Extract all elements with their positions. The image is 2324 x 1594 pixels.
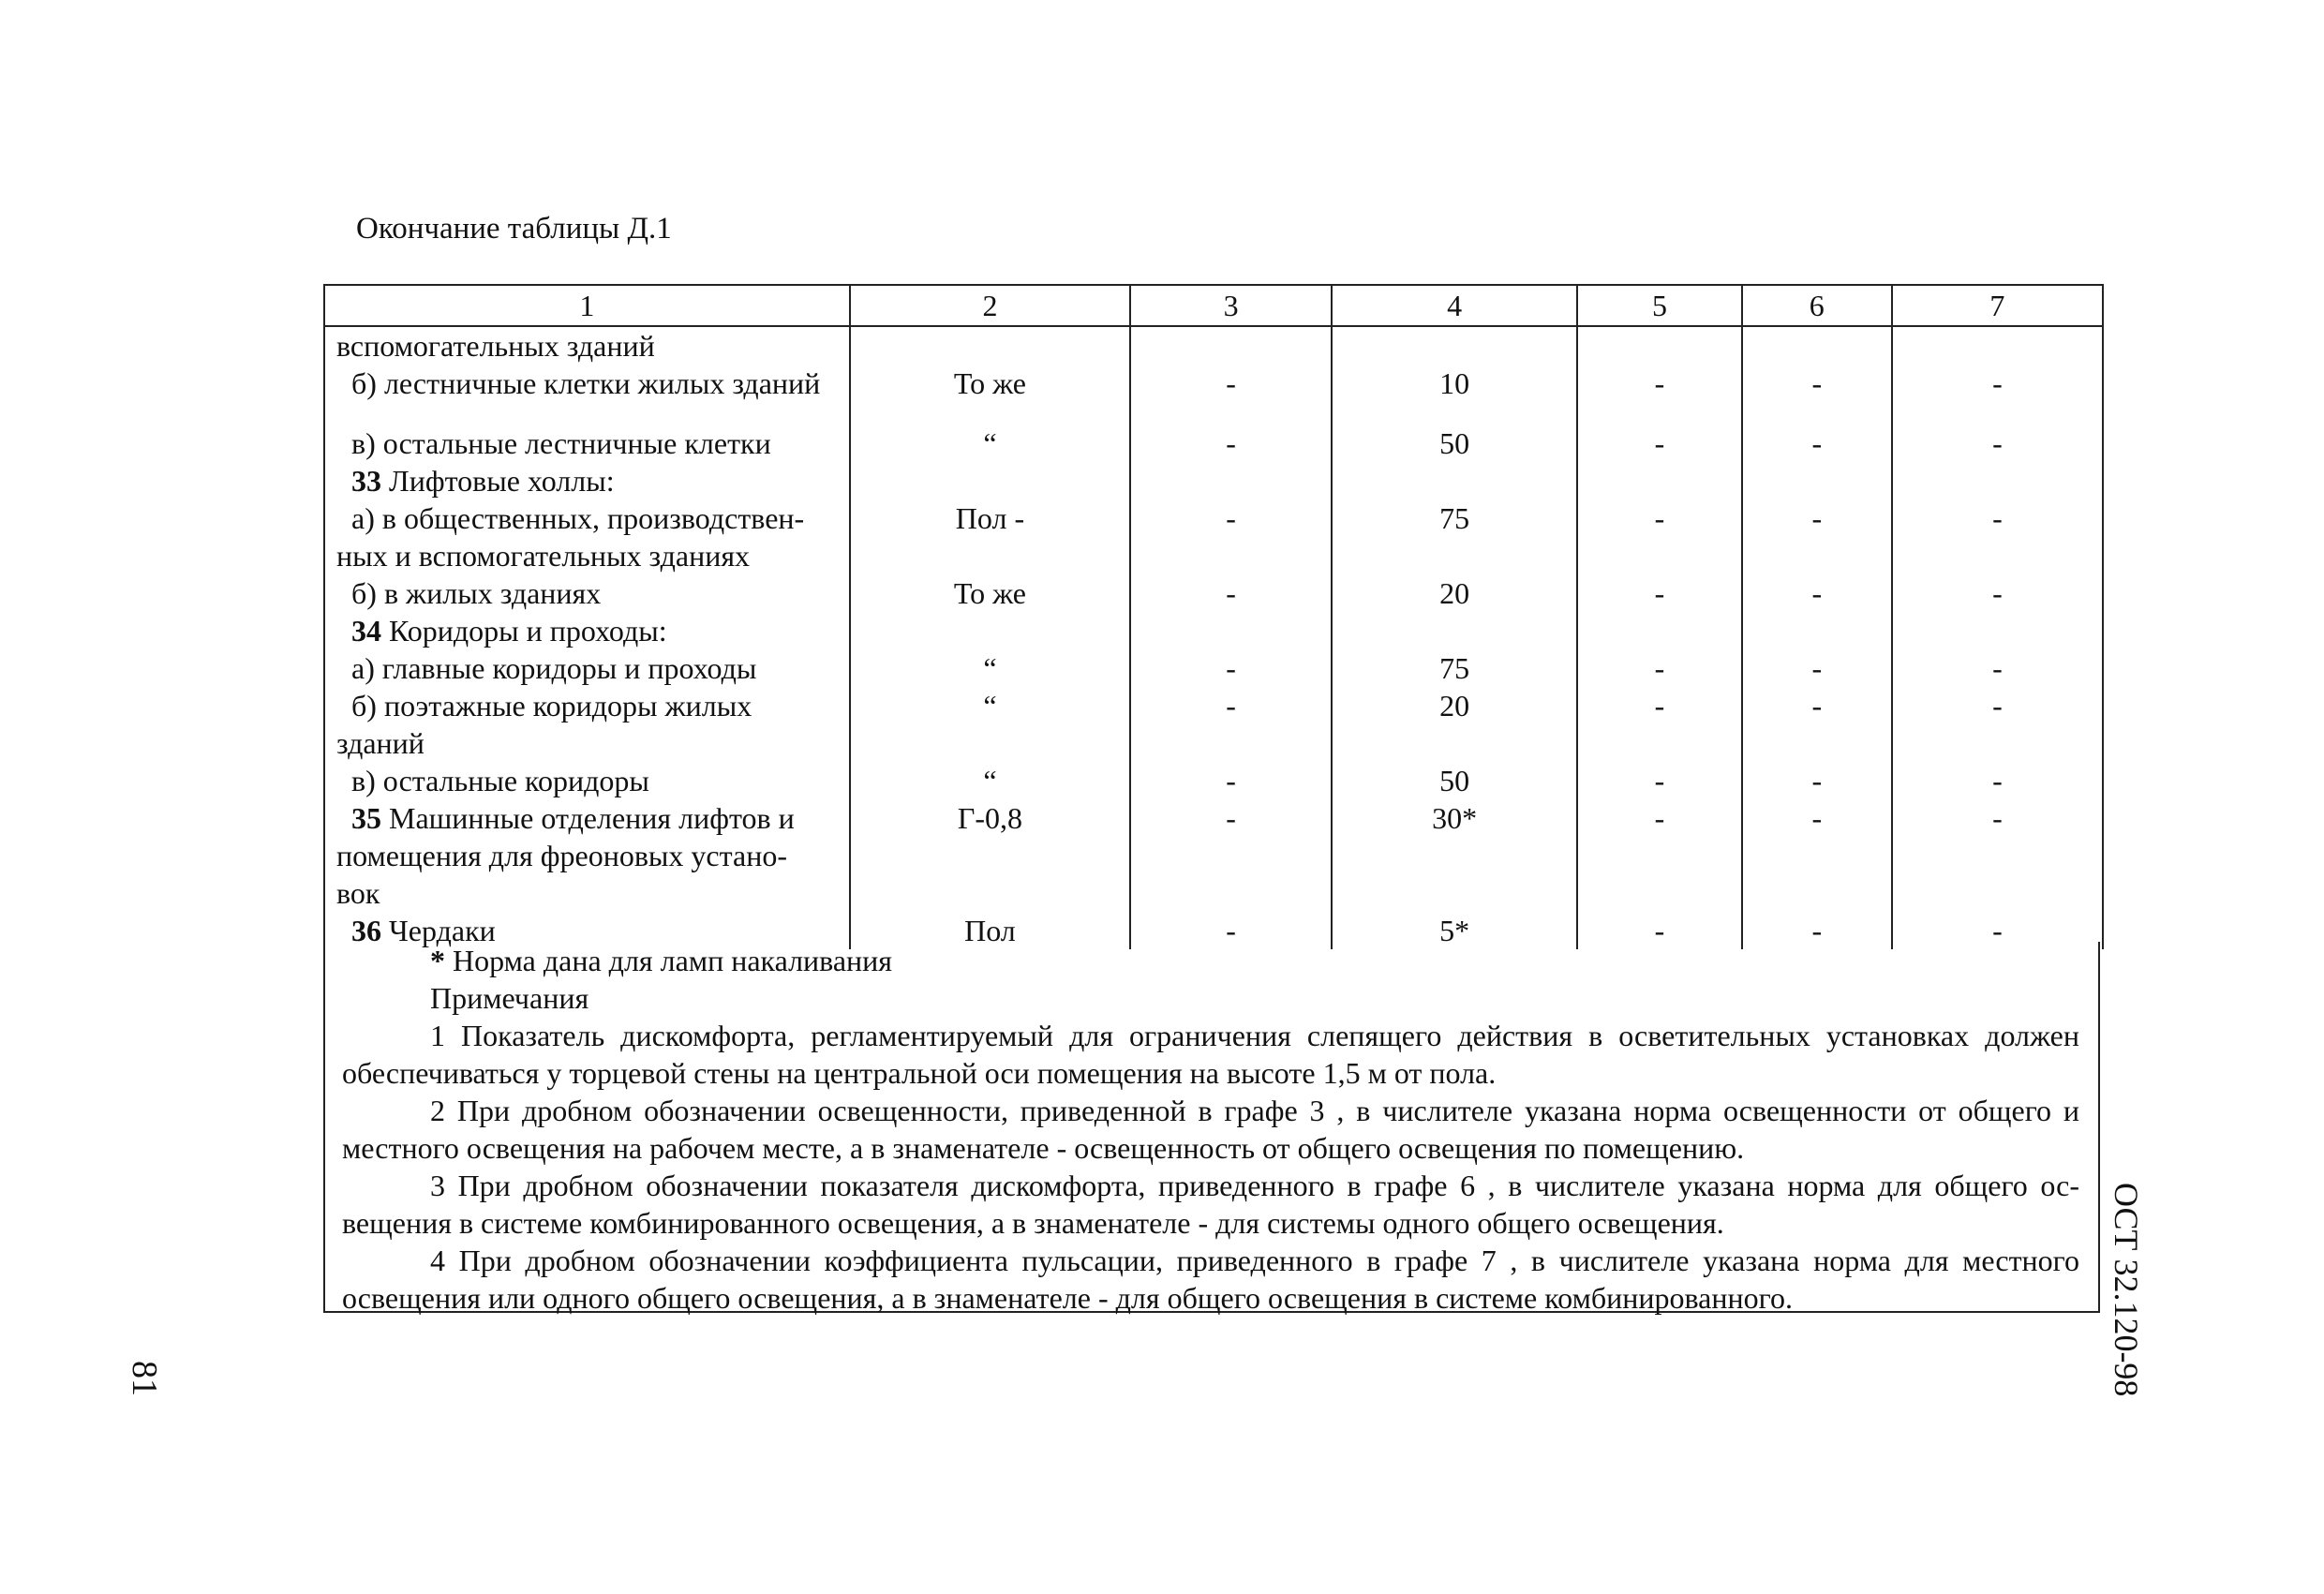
table-cell: - xyxy=(1577,402,1742,462)
table-cell: То же xyxy=(850,365,1130,402)
table-row xyxy=(324,574,2103,612)
row-name: б) в жилых зданиях xyxy=(351,576,602,610)
table-cell: 20 xyxy=(1332,687,1577,762)
page-number: 81 xyxy=(125,1361,164,1396)
table-cell: “ xyxy=(850,687,1130,762)
table-cell: 50 xyxy=(1332,762,1577,799)
table-cell xyxy=(1332,462,1577,499)
row-name: б) лестничные клетки жилых зданий xyxy=(351,366,821,400)
table-cell xyxy=(1332,326,1577,365)
table-cell: - xyxy=(1892,649,2103,687)
note-item: 4 При дробном обозначении коэффициента пульсации, приведенного в графе 7 , в числителе указана норма для местного освещения или одного общего освещения, а в знаменателе - для общего освещения в системе комбинированного. xyxy=(342,1244,2079,1315)
table-cell: - xyxy=(1892,762,2103,799)
table-cell xyxy=(1577,612,1742,649)
row-name: в) остальные коридоры xyxy=(351,764,649,797)
row-name: Чердаки xyxy=(389,914,496,947)
table-cell: - xyxy=(1577,762,1742,799)
table-cell: Г-0,8 xyxy=(850,799,1130,912)
table-cell: - xyxy=(1130,365,1332,402)
note-item: 3 При дробном обозначении показателя дискомфорта, приведенного в графе 6 , в числителе указана норма для общего ос-вещения в системе комбинированного освещения, а в знаменателе - для системы одного общего освещения. xyxy=(342,1169,2079,1240)
notes-heading: Примечания xyxy=(430,981,589,1015)
row-name-cell xyxy=(324,365,850,402)
table-cell xyxy=(850,612,1130,649)
column-header: 3 xyxy=(1130,285,1332,326)
row-name-continuation: вок xyxy=(336,876,380,910)
table-cell: - xyxy=(1742,687,1892,762)
table-cell xyxy=(1130,462,1332,499)
table-cell: - xyxy=(1130,402,1332,462)
table-row xyxy=(324,402,2103,462)
row-name-cell xyxy=(324,326,850,365)
row-name: Лифтовые холлы: xyxy=(389,464,615,498)
row-name: а) главные коридоры и проходы xyxy=(351,651,757,685)
row-number: 34 xyxy=(351,614,381,648)
table-cell: “ xyxy=(850,649,1130,687)
table-cell: - xyxy=(1742,762,1892,799)
table-cell: - xyxy=(1742,574,1892,612)
table-cell: - xyxy=(1892,574,2103,612)
row-name-cell xyxy=(324,574,850,612)
column-header: 5 xyxy=(1577,285,1742,326)
table-cell: Пол xyxy=(850,912,1130,949)
table-cell: То же xyxy=(850,574,1130,612)
table-cell: 30* xyxy=(1332,799,1577,912)
table-cell: - xyxy=(1892,799,2103,912)
table-cell: “ xyxy=(850,762,1130,799)
document-code: ОСТ 32.120-98 xyxy=(2108,1183,2145,1397)
row-number: 35 xyxy=(351,801,381,835)
table-cell: - xyxy=(1892,402,2103,462)
table-cell xyxy=(1577,326,1742,365)
table-cell: - xyxy=(1130,499,1332,574)
row-name-cell xyxy=(324,402,850,462)
table-cell: - xyxy=(1130,649,1332,687)
table-row xyxy=(324,762,2103,799)
table-cell xyxy=(1742,326,1892,365)
table-cell: - xyxy=(1130,687,1332,762)
column-header: 7 xyxy=(1892,285,2103,326)
table-cell: - xyxy=(1742,499,1892,574)
table-cell: - xyxy=(1577,687,1742,762)
table-cell xyxy=(1332,612,1577,649)
table-row xyxy=(324,687,2103,762)
table-row xyxy=(324,365,2103,402)
note-item: 2 При дробном обозначении освещенности, приведенной в графе 3 , в числителе указана норма освещенности от общего и местного освещения на рабочем месте, а в знаменателе - освещенность от общего освещения по помещению. xyxy=(342,1094,2079,1165)
row-name-cell xyxy=(324,649,850,687)
table-row xyxy=(324,499,2103,574)
table-cell: - xyxy=(1577,365,1742,402)
table-cell: - xyxy=(1130,912,1332,949)
table-cell: - xyxy=(1742,402,1892,462)
row-name-cell xyxy=(324,799,850,912)
row-name-continuation: ных и вспомогательных зданиях xyxy=(336,539,751,573)
table-notes xyxy=(323,942,2100,1313)
table-cell xyxy=(1742,462,1892,499)
row-name-cell xyxy=(324,762,850,799)
lighting-norms-table xyxy=(323,284,2104,949)
row-name: Машинные отделения лифтов и xyxy=(389,801,795,835)
table-cell xyxy=(850,462,1130,499)
row-number: 36 xyxy=(351,914,381,947)
table-cell: - xyxy=(1577,649,1742,687)
table-cell: - xyxy=(1742,799,1892,912)
table-cell: 50 xyxy=(1332,402,1577,462)
table-cell: - xyxy=(1892,912,2103,949)
table-cell: - xyxy=(1130,574,1332,612)
table-cell: - xyxy=(1742,912,1892,949)
table-cell: - xyxy=(1577,499,1742,574)
footnote-star: * Норма дана для ламп накаливания xyxy=(430,944,893,977)
table-cell xyxy=(1130,612,1332,649)
table-cell: - xyxy=(1577,799,1742,912)
note-item: 1 Показатель дискомфорта, регламентируемый для ограничения слепящего действия в осветительных установках должен обеспечиваться у торцевой стены на центральной оси помещения на высоте 1,5 м от пола. xyxy=(342,1019,2079,1090)
table-cell xyxy=(1892,612,2103,649)
table-cell: - xyxy=(1130,762,1332,799)
row-name: вспомогательных зданий xyxy=(336,329,655,363)
table-cell: - xyxy=(1892,365,2103,402)
table-cell: - xyxy=(1742,365,1892,402)
table-cell xyxy=(1577,462,1742,499)
table-cell: - xyxy=(1892,499,2103,574)
table-row xyxy=(324,612,2103,649)
table-cell: 75 xyxy=(1332,499,1577,574)
table-cell: - xyxy=(1742,649,1892,687)
table-cell xyxy=(1892,462,2103,499)
row-name-cell xyxy=(324,687,850,762)
column-header: 6 xyxy=(1742,285,1892,326)
table-cell: 10 xyxy=(1332,365,1577,402)
table-cell xyxy=(1742,612,1892,649)
column-header: 1 xyxy=(324,285,850,326)
row-name: в) остальные лестничные клетки xyxy=(351,426,771,460)
table-cell xyxy=(1130,326,1332,365)
column-header: 4 xyxy=(1332,285,1577,326)
row-name-cell xyxy=(324,499,850,574)
table-row xyxy=(324,799,2103,912)
row-name-continuation: помещения для фреоновых устано- xyxy=(336,839,787,872)
table-cell xyxy=(1892,326,2103,365)
table-cell: Пол - xyxy=(850,499,1130,574)
table-caption: Окончание таблицы Д.1 xyxy=(356,212,672,246)
table-cell: - xyxy=(1892,687,2103,762)
table-cell: 20 xyxy=(1332,574,1577,612)
row-name: Коридоры и проходы: xyxy=(389,614,667,648)
row-name-cell xyxy=(324,612,850,649)
column-header: 2 xyxy=(850,285,1130,326)
row-number: 33 xyxy=(351,464,381,498)
table-row xyxy=(324,649,2103,687)
row-name-cell xyxy=(324,462,850,499)
table-cell xyxy=(850,326,1130,365)
row-name-continuation: зданий xyxy=(336,726,425,760)
table-row xyxy=(324,462,2103,499)
table-cell: 75 xyxy=(1332,649,1577,687)
table-header-row xyxy=(324,285,2103,326)
table-cell: 5* xyxy=(1332,912,1577,949)
row-name: б) поэтажные коридоры жилых xyxy=(351,689,752,723)
table-cell: - xyxy=(1577,912,1742,949)
table-cell: - xyxy=(1577,574,1742,612)
table-row xyxy=(324,326,2103,365)
table-cell: - xyxy=(1130,799,1332,912)
table-cell: “ xyxy=(850,402,1130,462)
row-name: а) в общественных, производствен- xyxy=(351,501,805,535)
